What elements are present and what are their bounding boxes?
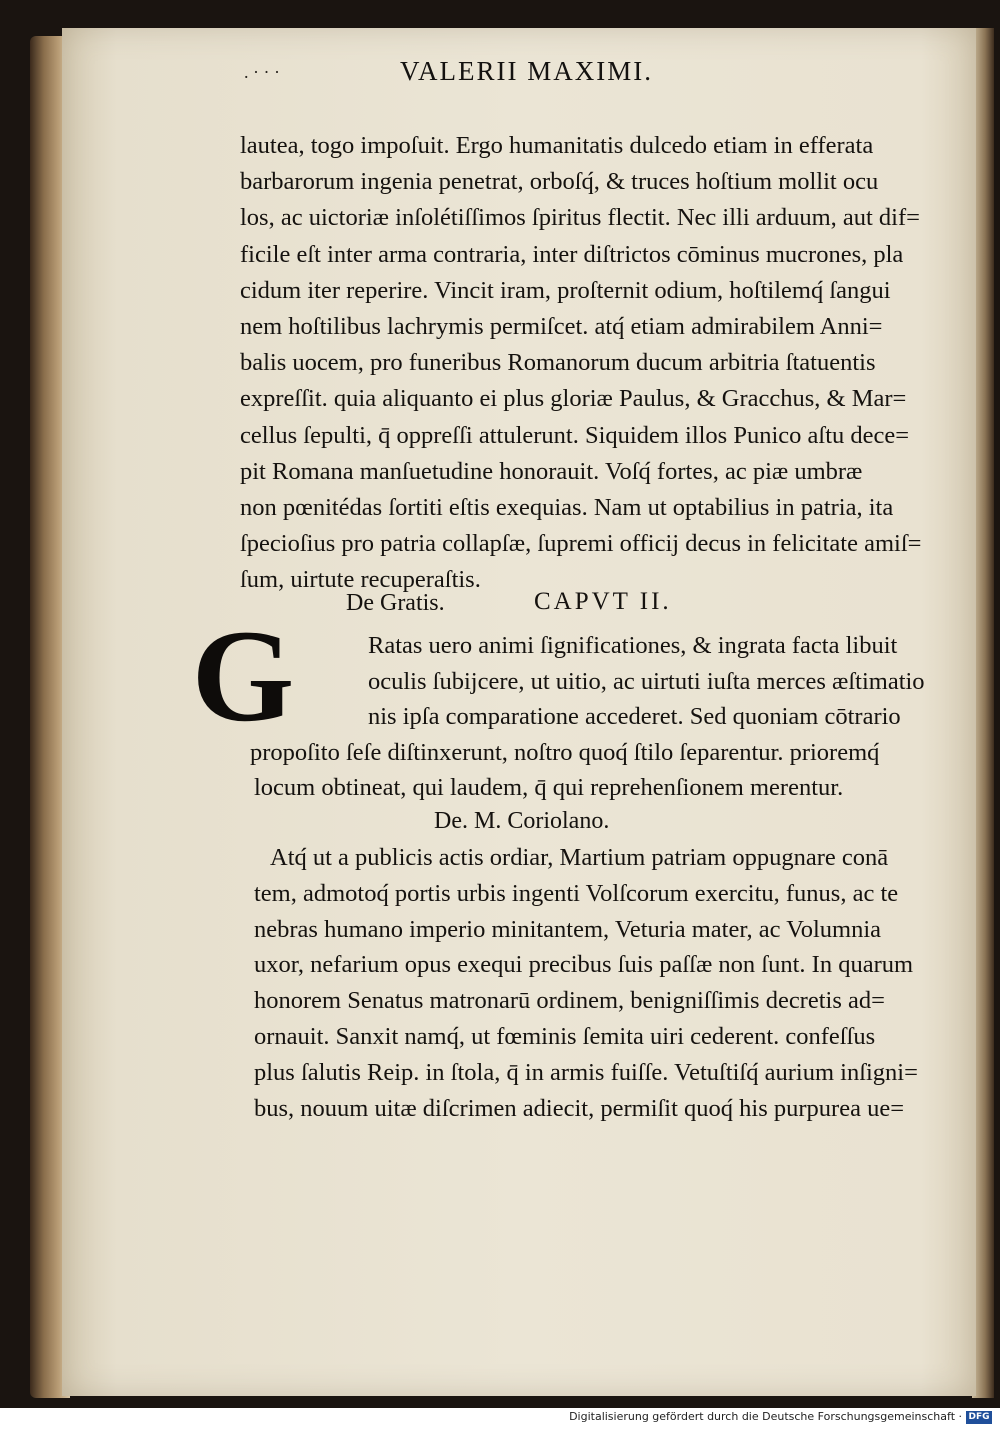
text-line: balis uocem, pro funeribus Romanorum ducum arbitria ſtatuentis — [240, 349, 876, 377]
text-line: barbarorum ingenia penetrat, orboſq́, & truces hoſtium mollit ocu — [240, 168, 879, 196]
text-line: ſpecioſius pro patria collapſæ, ſupremi officij decus in felicitate amiſ= — [240, 530, 922, 558]
text-line: propoſito ſeſe diſtinxerunt, noſtro quoq́ ſtilo ſeparentur. prioremq́ — [250, 738, 880, 766]
text-line: ficile eſt inter arma contraria, inter diſtrictos cōminus mucrones, pla — [240, 240, 904, 268]
text-line: expreſſit. quia aliquanto ei plus gloriæ Paulus, & Gracchus, & Mar= — [240, 385, 907, 413]
drop-cap: G — [191, 602, 295, 749]
text-line: nis ipſa comparatione accederet. Sed quoniam cōtrario — [368, 703, 901, 730]
text-line: cidum iter reperire. Vincit iram, proſternit odium, hoſtilemq́ ſangui — [240, 276, 891, 304]
text-line: pit Romana manſuetudine honorauit. Voſq́ fortes, ac piæ umbræ — [240, 457, 863, 485]
text-line: plus ſalutis Reip. in ſtola, q̄ in armis fuiſſe. Vetuſtiſq́ aurium inſigni= — [254, 1058, 918, 1086]
text-line: bus, nouum uitæ diſcrimen adiecit, permiſit quoq́ his purpurea ue= — [254, 1094, 905, 1122]
text-line: oculis ſubijcere, ut uitio, ac uirtuti iuſta merces æſtimatio — [368, 667, 925, 695]
text-line: locum obtineat, qui laudem, q̄ qui reprehenſionem merentur. — [254, 774, 844, 801]
text-line: ſum, uirtute recuperaſtis. — [240, 566, 481, 594]
text-line: Ratas uero animi ſignificationes, & ingrata facta libuit — [368, 632, 898, 659]
footer-credit: Digitalisierung gefördert durch die Deutsche Forschungsgemeinschaft · — [569, 1410, 962, 1423]
chapter-heading: CAPVT II. — [534, 588, 672, 615]
section-heading: De Gratis. — [346, 590, 445, 616]
text-line: los, ac uictoriæ inſolétiſſimos ſpiritus flectit. Nec illi arduum, aut dif= — [240, 204, 920, 232]
text-line: nebras humano imperio minitantem, Veturia mater, ac Volumnia — [254, 915, 882, 943]
dfg-logo: DFG — [966, 1411, 992, 1424]
text-line: uxor, nefarium opus exequi precibus ſuis paſſæ non ſunt. In quarum — [254, 951, 914, 979]
sub-heading: De. M. Coriolano. — [434, 808, 610, 834]
text-line: honorem Senatus matronarū ordinem, benigniſſimis decretis ad= — [254, 987, 885, 1015]
text-line: non pœnitédas ſortiti eſtis exequias. Nam ut optabilius in patria, ita — [240, 494, 894, 521]
running-head: VALERII MAXIMI. — [400, 56, 653, 86]
footer — [0, 1408, 1000, 1429]
text-line: lautea, togo impoſuit. Ergo humanitatis dulcedo etiam in efferata — [240, 132, 874, 159]
text-line: ornauit. Sanxit namq́, ut fœminis ſemita uiri cederent. confeſſus — [254, 1023, 876, 1050]
text-line: nem hoſtilibus lachrymis permiſcet. atq́ etiam admirabilem Anni= — [240, 313, 883, 340]
text-line: Atq́ ut a publicis actis ordiar, Martium patriam oppugnare conā — [270, 844, 889, 871]
head-dots: . · · · — [244, 62, 280, 82]
text-line: cellus ſepulti, q̄ oppreſſi attulerunt. Siquidem illos Punico aſtu dece= — [240, 421, 910, 449]
text-line: tem, admotoq́ portis urbis ingenti Volſcorum exercitu, funus, ac te — [254, 879, 899, 907]
